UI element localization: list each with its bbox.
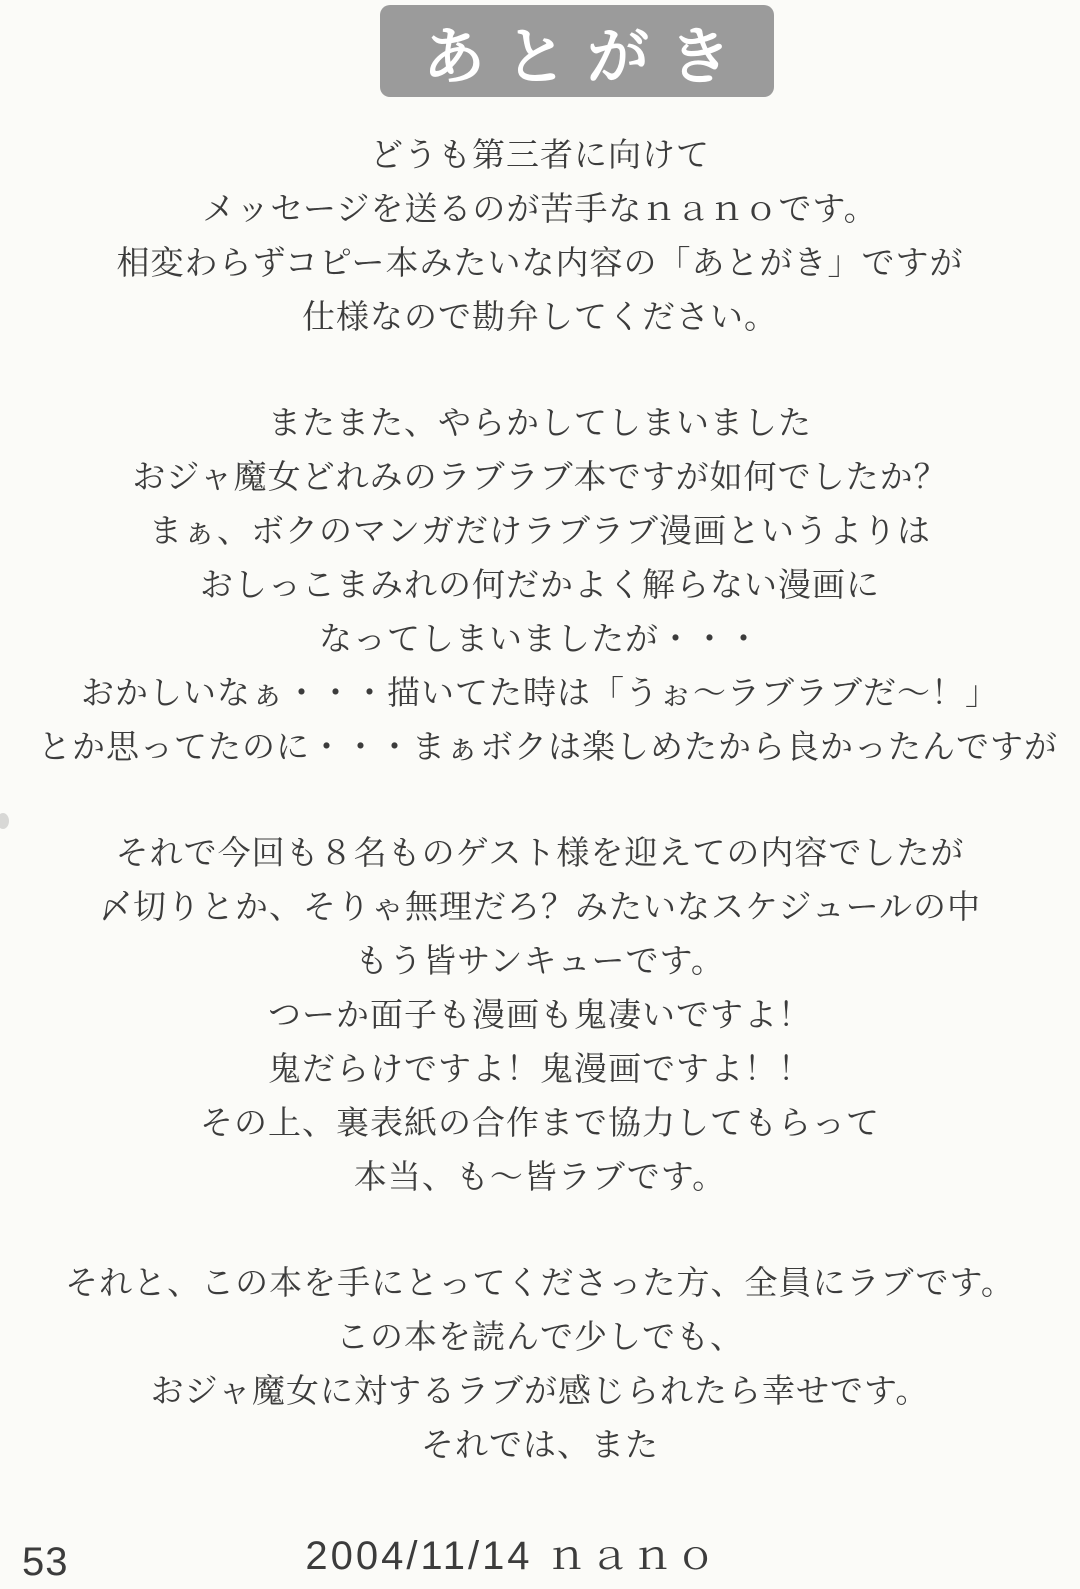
text-line: どうも第三者に向けて [370,136,710,173]
paragraph-reader-thanks [38,1256,1042,1472]
text-line: メッセージを送るのが苦手なｎａｎｏです。 [202,190,878,227]
text-line: それと、この本を手にとってくださった方、全員にラブです。 [65,1264,1015,1301]
page-title: あとがき [422,22,751,92]
text-line: この本を読んで少しでも、 [336,1318,744,1355]
text-line: 〆切りとか、そりゃ無理だろ？みたいなスケジュールの中 [98,888,982,925]
paragraph-book-reflection [38,396,1058,774]
text-line: なってしまいましたが・・・ [319,620,761,657]
text-line: おしっこまみれの何だかよく解らない漫画に [200,566,880,603]
text-line: またまた、やらかしてしまいました [268,404,812,441]
text-line: 本当、も～皆ラブです。 [353,1158,727,1195]
text-line: もう皆サンキューです。 [355,942,725,979]
date-credit: 2004/11/14 ｎａｎｏ [305,1534,719,1578]
text-line: その上、裏表紙の合作まで協力してもらって [200,1104,880,1141]
text-line: おかしいなぁ・・・描いてた時は「うぉ～ラブラブだ～！」 [81,674,999,711]
text-line: それでは、また [421,1426,659,1463]
text-line: まぁ、ボクのマンガだけラブラブ漫画というよりは [149,512,931,549]
scan-artifact [0,813,9,829]
text-line: とか思ってたのに・・・まぁボクは楽しめたから良かったんですが [38,728,1058,765]
paragraph-guest-thanks [38,826,1042,1204]
text-line: おジャ魔女どれみのラブラブ本ですが如何でしたか？ [132,458,948,495]
text-line: 仕様なので勘弁してください。 [302,298,778,335]
text-line: おジャ魔女に対するラブが感じられたら幸せです。 [150,1372,930,1409]
paragraph-intro [38,128,1042,344]
page-number: 53 [22,1540,69,1584]
text-line: 相変わらずコピー本みたいな内容の「あとがき」ですが [116,244,964,281]
text-line: それで今回も８名ものゲスト様を迎えての内容でしたが [115,834,965,871]
page-title-box [380,5,774,97]
text-line: 鬼だらけですよ！鬼漫画ですよ！！ [268,1050,812,1087]
text-line: つーか面子も漫画も鬼凄いですよ！ [268,996,812,1033]
afterword-body [38,128,1058,1524]
